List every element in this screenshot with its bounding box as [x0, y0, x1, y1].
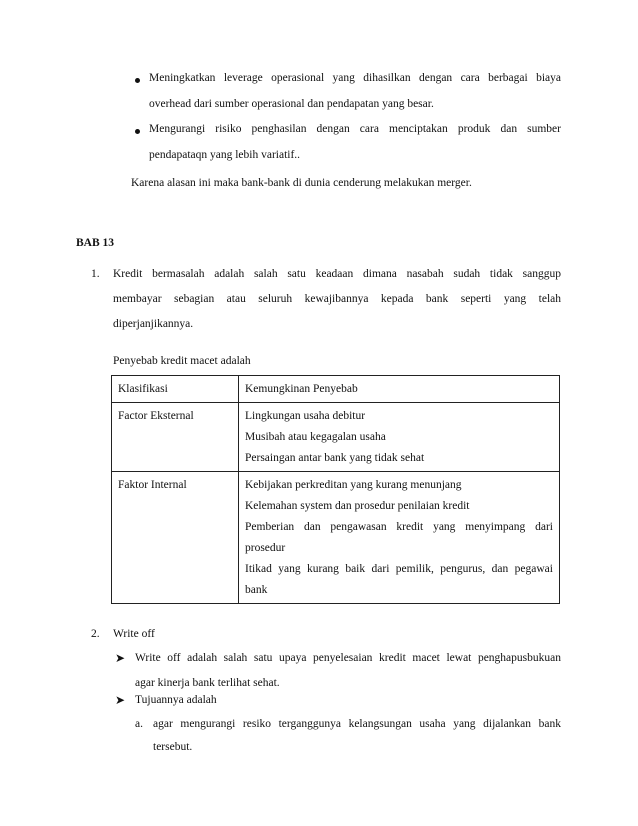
bullet-dot-2	[135, 129, 140, 134]
item-2-title: Write off	[113, 628, 155, 640]
bullet-1-line2: overhead dari sumber operasional dan pendapatan yang besar.	[149, 98, 434, 110]
row-external-causes	[239, 403, 560, 472]
cause-table	[111, 375, 560, 604]
item-1-line1: Kredit bermasalah adalah salah satu keadaan dimana nasabah sudah tidak sanggup	[113, 268, 561, 280]
sub-item-a-marker: a.	[135, 718, 143, 730]
cause-line: Pemberian dan pengawasan kredit yang menyimpang dari	[245, 521, 553, 533]
arrow-item-1-line1: Write off adalah salah satu upaya penyelesaian kredit macet lewat penghapusbukuan	[135, 652, 561, 664]
row-internal-causes	[239, 472, 560, 604]
bullet-1-line1: Meningkatkan leverage operasional yang dihasilkan dengan cara berbagai biaya	[149, 72, 561, 84]
item-1-line2: membayar sebagian atau seluruh kewajibannya kepada bank seperti yang telah	[113, 293, 561, 305]
cause-line: Lingkungan usaha debitur	[245, 410, 366, 422]
arrow-bullet-icon: ➤	[115, 651, 126, 665]
bullet-2-line1: Mengurangi risiko penghasilan dengan cara menciptakan produk dan sumber	[149, 123, 561, 135]
sub-item-a-line1: agar mengurangi resiko terganggunya kelangsungan usaha yang dijalankan bank	[153, 718, 561, 730]
arrow-item-1-line2: agar kinerja bank terlihat sehat.	[135, 677, 280, 689]
bullet-2-line2: pendapataqn yang lebih variatif..	[149, 149, 301, 161]
header-causes: Kemungkinan Penyebab	[239, 376, 560, 403]
cause-line: Musibah atau kegagalan usaha	[245, 431, 386, 443]
conclusion-text: Karena alasan ini maka bank-bank di dunia cenderung melakukan merger.	[131, 177, 472, 189]
arrow-item-2-line1: Tujuannya adalah	[135, 694, 217, 706]
cause-line: Kelemahan system dan prosedur penilaian kredit	[245, 500, 470, 512]
item-1-number: 1.	[91, 268, 100, 280]
table-row	[112, 403, 560, 472]
cause-line: Kebijakan perkreditan yang kurang menunjang	[245, 479, 462, 491]
table-header-row	[112, 376, 560, 403]
cause-line: Persaingan antar bank yang tidak sehat	[245, 452, 425, 464]
bullet-dot-1	[135, 78, 140, 83]
cause-line: prosedur	[245, 542, 286, 554]
header-classification: Klasifikasi	[112, 376, 239, 403]
row-external-category: Factor Eksternal	[112, 403, 239, 472]
item-1-line3: diperjanjikannya.	[113, 318, 194, 330]
cause-line: Itikad yang kurang baik dari pemilik, pengurus, dan pegawai	[245, 563, 553, 575]
table-row	[112, 472, 560, 604]
cause-line: bank	[245, 584, 268, 596]
sub-item-a-line2: tersebut.	[153, 741, 193, 753]
chapter-heading: BAB 13	[76, 237, 115, 249]
table-intro: Penyebab kredit macet adalah	[113, 355, 251, 367]
row-internal-category: Faktor Internal	[112, 472, 239, 604]
arrow-bullet-icon: ➤	[115, 693, 126, 707]
item-2-number: 2.	[91, 628, 100, 640]
